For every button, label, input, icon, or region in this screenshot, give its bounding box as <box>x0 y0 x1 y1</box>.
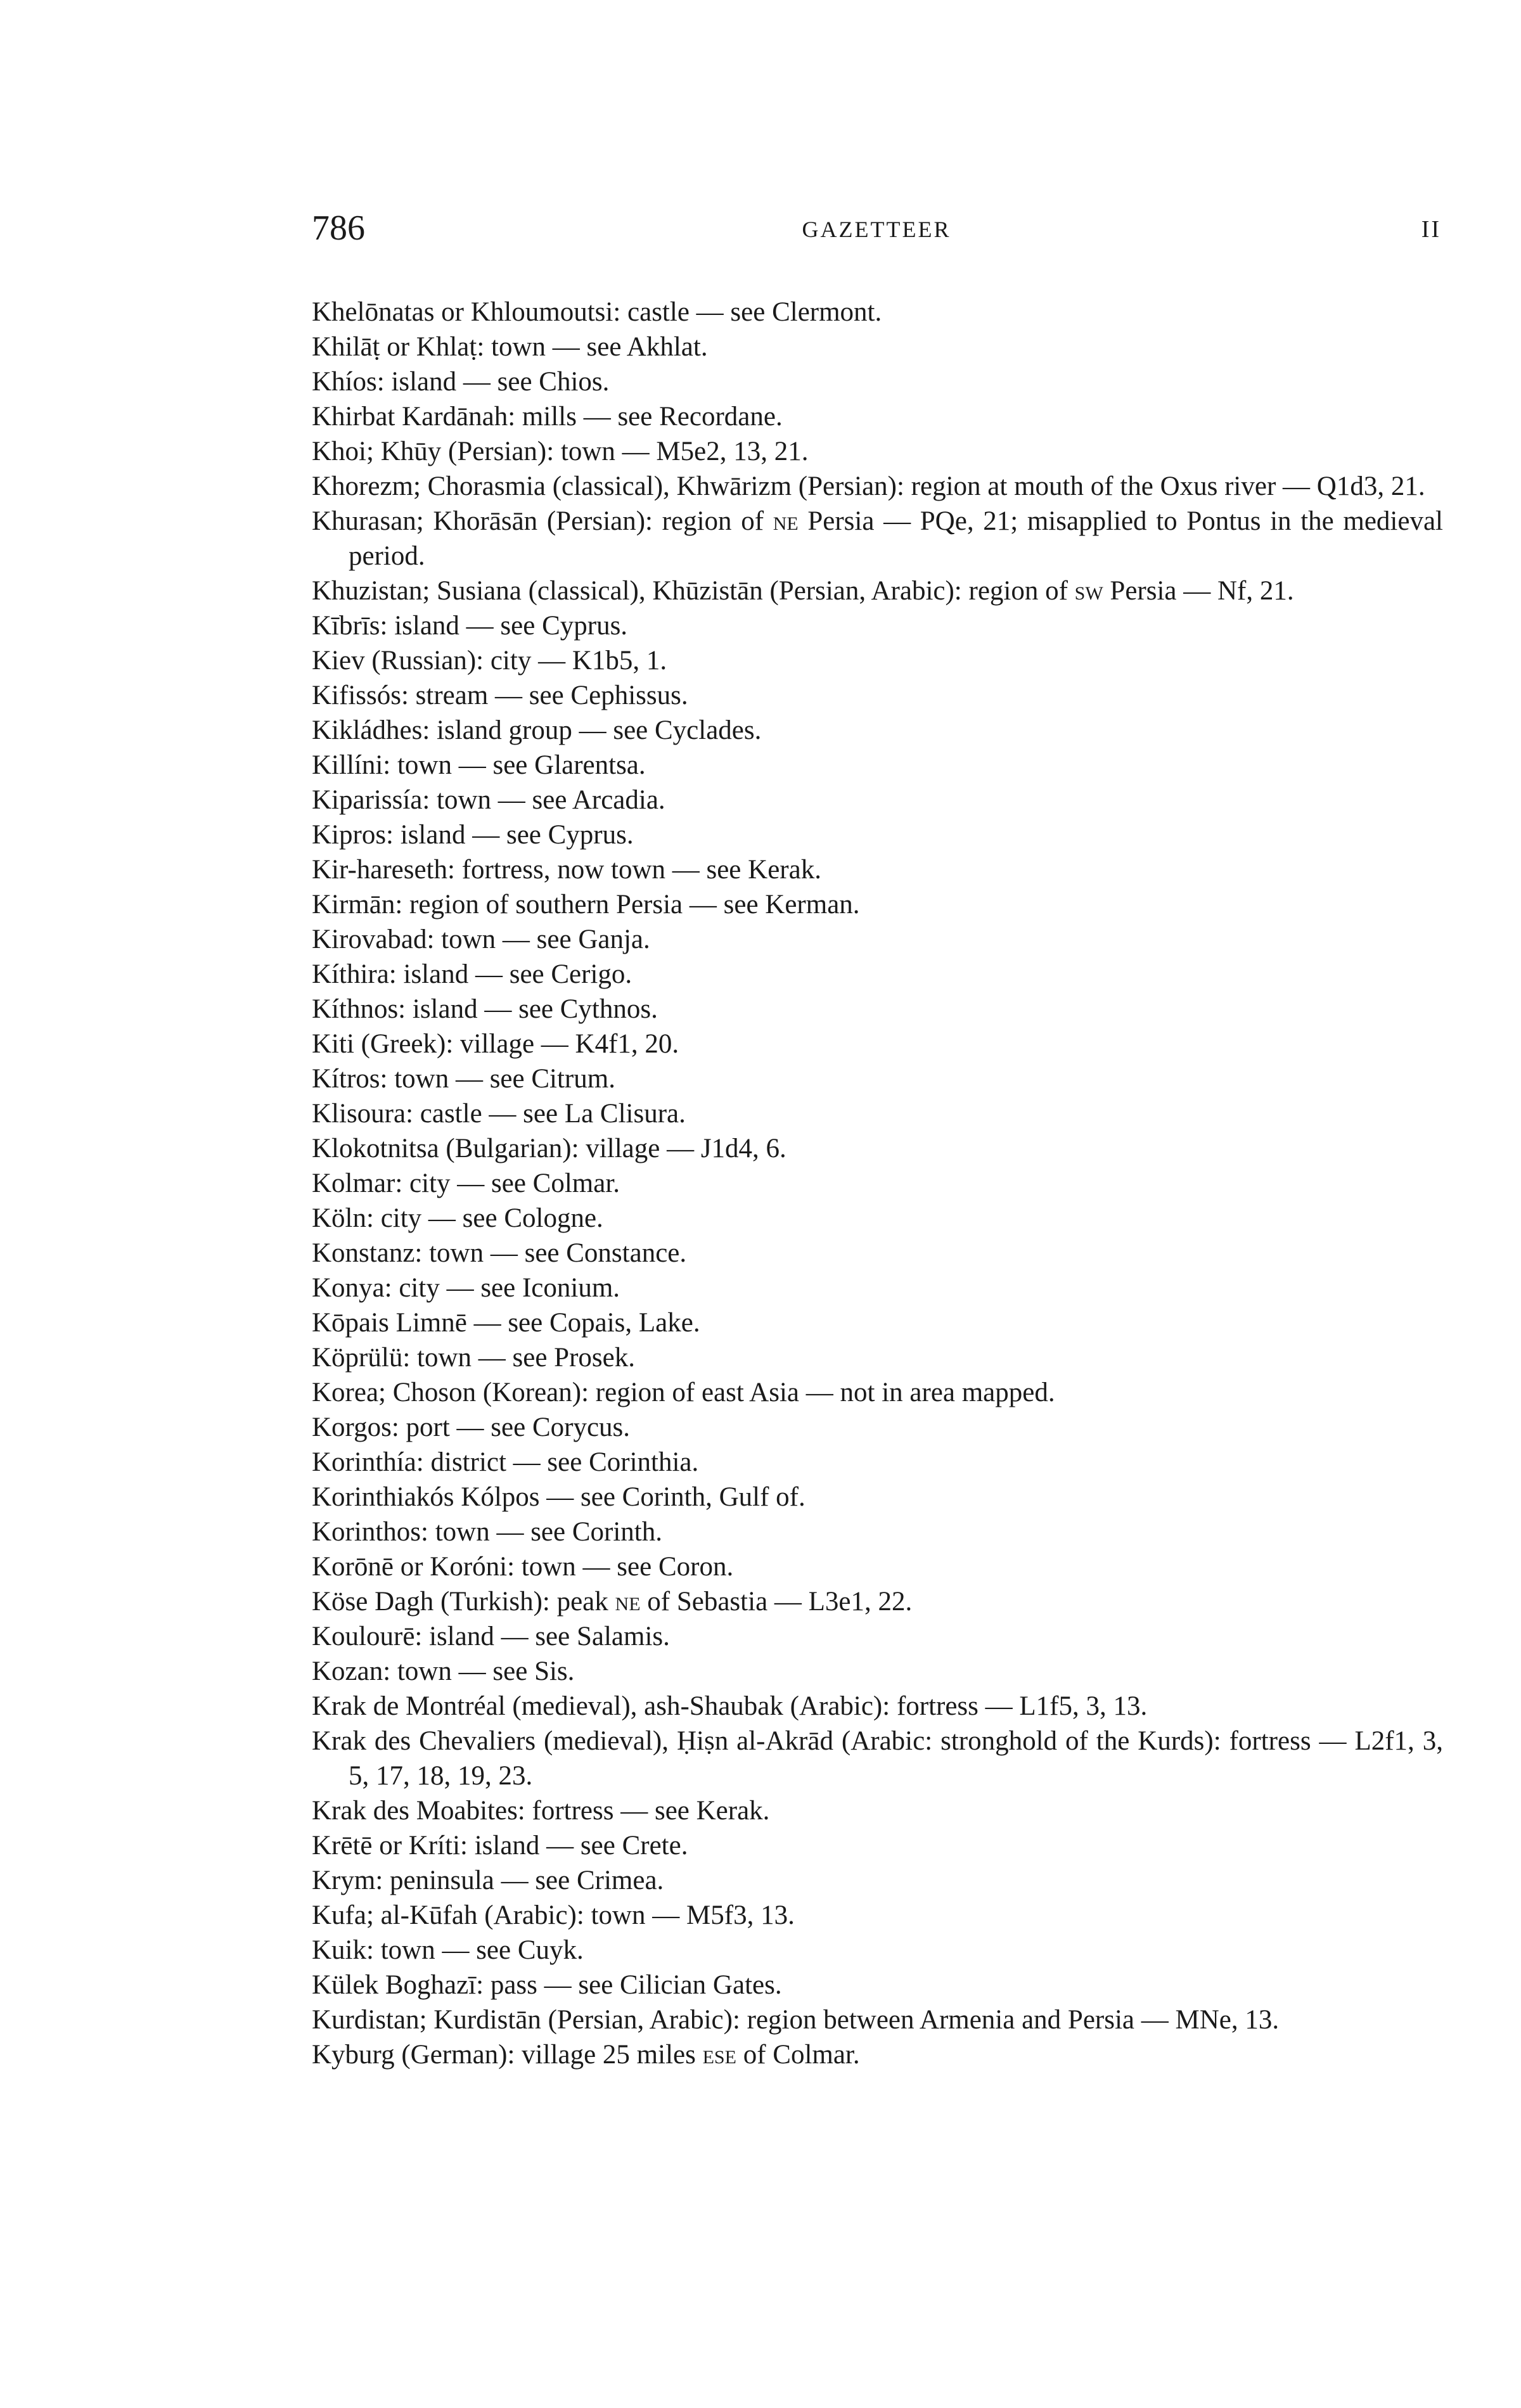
gazetteer-entry: Krak des Chevaliers (medieval), Ḥiṣn al-Akrād (Arabic: stronghold of the Kurds): fortress — L2f1, 3, 5, 17, 18, 19, 23. <box>312 1726 1443 1791</box>
gazetteer-entry: Khorezm; Chorasmia (classical), Khwārizm (Persian): region at mouth of the Oxus river — Q1d3, 21. <box>312 471 1425 501</box>
gazetteer-entry: Kifissós: stream — see Cephissus. <box>312 681 688 710</box>
gazetteer-entry: Kiev (Russian): city — K1b5, 1. <box>312 646 667 676</box>
gazetteer-entry: Kirovabad: town — see Ganja. <box>312 925 650 954</box>
gazetteer-entry: Korgos: port — see Corycus. <box>312 1412 631 1442</box>
gazetteer-entry: Kipros: island — see Cyprus. <box>312 820 634 850</box>
gazetteer-entry: Kozan: town — see Sis. <box>312 1656 575 1686</box>
gazetteer-entry: Kufa; al-Kūfah (Arabic): town — M5f3, 13. <box>312 1900 795 1930</box>
gazetteer-entry: Korinthos: town — see Corinth. <box>312 1517 662 1547</box>
gazetteer-entry: Köprülü: town — see Prosek. <box>312 1343 635 1373</box>
gazetteer-entry: Krak de Montréal (medieval), ash-Shaubak (Arabic): fortress — L1f5, 3, 13. <box>312 1691 1148 1721</box>
gazetteer-entry: Koulourē: island — see Salamis. <box>312 1622 670 1651</box>
gazetteer-entry: Köln: city — see Cologne. <box>312 1203 603 1233</box>
gazetteer-entry: Kíthira: island — see Cerigo. <box>312 959 632 989</box>
gazetteer-entry: Kuik: town — see Cuyk. <box>312 1935 584 1965</box>
gazetteer-entry: Khirbat Kardānah: mills — see Recordane. <box>312 402 783 432</box>
gazetteer-entry: Khilāṭ or Khlaṭ: town — see Akhlat. <box>312 332 708 362</box>
gazetteer-entry: Kurdistan; Kurdistān (Persian, Arabic): region between Armenia and Persia — MNe, 13. <box>312 2005 1280 2035</box>
gazetteer-entry: Külek Boghazī: pass — see Cilician Gates. <box>312 1970 782 2000</box>
gazetteer-entry: Köse Dagh (Turkish): peak ne of Sebastia — L3e1, 22. <box>312 1587 913 1617</box>
gazetteer-entry: Killíni: town — see Glarentsa. <box>312 750 646 780</box>
gazetteer-entry: Kyburg (German): village 25 miles ese of Colmar. <box>312 2040 860 2070</box>
gazetteer-entry: Klisoura: castle — see La Clisura. <box>312 1099 686 1129</box>
gazetteer-entry: Krym: peninsula — see Crimea. <box>312 1866 664 1895</box>
gazetteer-entry-list <box>312 295 1443 2072</box>
gazetteer-entry: Krētē or Kríti: island — see Crete. <box>312 1831 688 1860</box>
gazetteer-entry: Kirmān: region of southern Persia — see Kerman. <box>312 890 860 919</box>
gazetteer-entry: Konstanz: town — see Constance. <box>312 1238 687 1268</box>
gazetteer-entry: Kítros: town — see Citrum. <box>312 1064 615 1094</box>
running-title: GAZETTEER <box>802 217 951 242</box>
gazetteer-entry: Khelōnatas or Khloumoutsi: castle — see Clermont. <box>312 297 882 327</box>
gazetteer-entry: Khoi; Khūy (Persian): town — M5e2, 13, 21. <box>312 437 809 466</box>
page-number: 786 <box>312 208 365 248</box>
gazetteer-entry: Klokotnitsa (Bulgarian): village — J1d4, 6. <box>312 1134 786 1163</box>
gazetteer-entry: Korea; Choson (Korean): region of east Asia — not in area mapped. <box>312 1378 1055 1407</box>
gazetteer-entry: Kiti (Greek): village — K4f1, 20. <box>312 1029 679 1059</box>
gazetteer-entry: Kíthnos: island — see Cythnos. <box>312 994 658 1024</box>
gazetteer-entry: Korinthía: district — see Corinthia. <box>312 1447 699 1477</box>
gazetteer-entry: Konya: city — see Iconium. <box>312 1273 620 1303</box>
volume-number: II <box>1421 216 1441 243</box>
gazetteer-entry: Kiparissía: town — see Arcadia. <box>312 785 665 815</box>
gazetteer-entry: Kōpais Limnē — see Copais, Lake. <box>312 1308 700 1338</box>
gazetteer-entry: Khuzistan; Susiana (classical), Khūzistān (Persian, Arabic): region of sw Persia — Nf, 21. <box>312 576 1294 606</box>
gazetteer-entry: Khíos: island — see Chios. <box>312 367 610 397</box>
gazetteer-entry: Khurasan; Khorāsān (Persian): region of ne Persia — PQe, 21; misapplied to Pontus in the medieval period. <box>312 506 1443 571</box>
page-header <box>312 209 1441 247</box>
gazetteer-entry: Krak des Moabites: fortress — see Kerak. <box>312 1796 770 1826</box>
gazetteer-entry: Korōnē or Koróni: town — see Coron. <box>312 1552 734 1582</box>
gazetteer-entry: Kikládhes: island group — see Cyclades. <box>312 715 762 745</box>
gazetteer-entry: Kir-hareseth: fortress, now town — see Kerak. <box>312 855 821 885</box>
gazetteer-entry: Korinthiakós Kólpos — see Corinth, Gulf of. <box>312 1482 805 1512</box>
gazetteer-entry: Kībrīs: island — see Cyprus. <box>312 611 628 641</box>
gazetteer-entry: Kolmar: city — see Colmar. <box>312 1169 620 1198</box>
